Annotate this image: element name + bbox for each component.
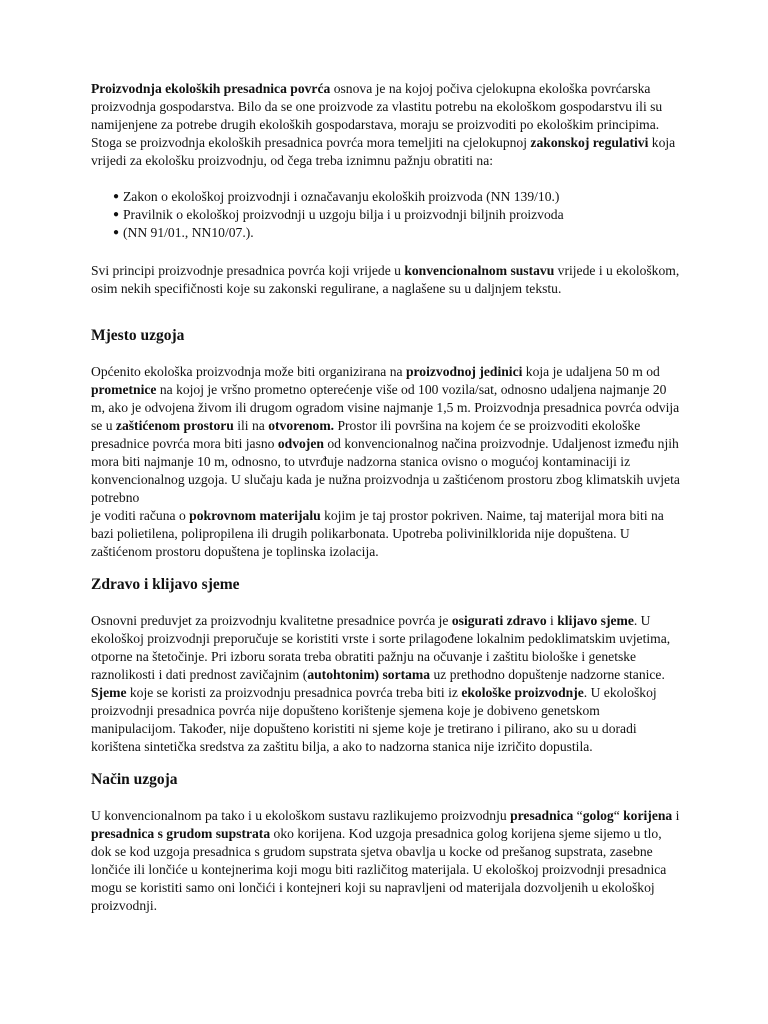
list-item	[91, 188, 681, 206]
nacin-bold: golog	[582, 808, 614, 823]
zdravo-text: . U ekološkoj proizvodnji preporučuje se koristiti vrste i sorte prilagođene lokalnim pedoklimatskim uvjetima, otporne na štetočinje. Pri izboru sorata treba obratiti pažnju na očuvanje i zaštitu biološke i genetske raznolikosti i dati prednost zavičajnim (	[91, 613, 671, 682]
principles-bold: konvencionalnom sustavu	[404, 263, 555, 278]
zdravo-text: koje se koristi za proizvodnju presadnica povrća treba biti iz	[126, 685, 462, 700]
zdravo-bold: sortama	[382, 667, 431, 682]
nacin-text: “	[573, 808, 583, 823]
nacin-text: i	[672, 808, 680, 823]
zdravo-paragraph	[91, 612, 681, 756]
mjesto-text: ili na	[233, 418, 269, 433]
nacin-paragraph	[91, 807, 681, 915]
regulation-list	[91, 188, 681, 242]
heading-mjesto-uzgoja: Mjesto uzgoja	[91, 327, 185, 344]
mjesto-text: je voditi računa o	[91, 508, 190, 523]
zdravo-text: uz prethodno dopuštenje nadzorne stanice.	[430, 667, 665, 682]
nacin-bold: presadnica s grudom supstrata	[91, 826, 271, 841]
list-item	[91, 206, 681, 224]
nacin-bold: korijena	[623, 808, 673, 823]
nacin-text: oko korijena. Kod uzgoja presadnica golog korijena sjeme sijemo u tlo, dok se kod uzgoja presadnica s grudom supstrata sjetva obavlja u kocke od prešanog supstrata, zasebne lončiće ili lončiće u kontejnerima koji mogu biti različitog materijala. U ekološkoj proizvodnji presadnica mogu se koristiti samo oni lončići i kontejneri koji su napravljeni od materijala dozvoljenih u ekološkoj proizvodnji.	[91, 826, 667, 913]
intro-bold-title: Proizvodnja ekoloških presadnica povrća	[91, 81, 331, 96]
document-page	[91, 80, 681, 915]
heading-zdravo-sjeme: Zdravo i klijavo sjeme	[91, 576, 240, 593]
list-item-text: (NN 91/01., NN10/07.).	[123, 225, 254, 240]
bullet-icon: ●	[113, 191, 120, 202]
mjesto-bold: odvojen	[277, 436, 324, 451]
principles-paragraph	[91, 262, 681, 298]
mjesto-bold: otvorenom.	[268, 418, 335, 433]
zdravo-text: Osnovni preduvjet za proizvodnju kvalitetne presadnice povrća je	[91, 613, 452, 628]
principles-text-end: vrijede i u ekološkom, osim nekih specifičnosti koje su zakonski regulirane, a naglašene su u daljnjem tekstu.	[91, 263, 680, 296]
nacin-text: U konvencionalnom pa tako i u ekološkom sustavu razlikujemo proizvodnju	[91, 808, 511, 823]
mjesto-text: Prostor ili površina na kojem će se proizvoditi ekološke presadnice povrća mora biti jasno	[91, 418, 641, 451]
zdravo-bold: Sjeme	[91, 685, 127, 700]
intro-bold-regulation: zakonskoj regulativi	[530, 135, 649, 150]
mjesto-text: Općenito ekološka proizvodnja može biti organizirana na	[91, 364, 406, 379]
zdravo-text: . U ekološkoj proizvodnji presadnica povrća nije dopušteno korištenje sjemena koje je dobiveno genetskom manipulacijom. Također, nije dopušteno koristiti ni sjeme koje je tretirano i pilirano, ako su u doradi korištena sintetička sredstva za zaštitu bilja, a ako to nadzorna stanica nije izričito dopustila.	[91, 685, 657, 754]
zdravo-bold: ekološke proizvodnje	[461, 685, 584, 700]
principles-text: Svi principi proizvodnje presadnica povrća koji vrijede u	[91, 263, 405, 278]
intro-text-end: koja vrijedi za ekološku proizvodnju, od čega treba iznimnu pažnju obratiti na:	[91, 135, 676, 168]
zdravo-bold: osigurati zdravo	[451, 613, 547, 628]
nacin-text: “	[613, 808, 624, 823]
list-item-text: Zakon o ekološkoj proizvodnji i označavanju ekoloških proizvoda (NN 139/10.)	[123, 189, 560, 204]
mjesto-bold: pokrovnom materijalu	[189, 508, 321, 523]
mjesto-bold: zaštićenom prostoru	[115, 418, 234, 433]
mjesto-bold: prometnice	[91, 382, 157, 397]
intro-paragraph	[91, 80, 681, 170]
nacin-bold: presadnica	[510, 808, 574, 823]
bullet-icon: ●	[113, 209, 120, 220]
mjesto-bold: proizvodnoj jedinici	[405, 364, 523, 379]
bullet-icon: ●	[113, 227, 120, 238]
zdravo-bold: klijavo sjeme	[557, 613, 634, 628]
list-item-text: Pravilnik o ekološkoj proizvodnji u uzgoju bilja i u proizvodnji biljnih proizvoda	[123, 207, 564, 222]
zdravo-text: i	[546, 613, 558, 628]
zdravo-bold: autohtonim)	[307, 667, 380, 682]
mjesto-text: kojim je taj prostor pokriven. Naime, taj materijal mora biti na bazi polietilena, polipropilena ili drugih polikarbonata. Upotreba polivinilklorida nije dopuštena. U zaštićenom prostoru dopuštena je toplinska izolacija.	[91, 508, 664, 559]
heading-nacin-uzgoja: Način uzgoja	[91, 771, 178, 788]
mjesto-paragraph	[91, 363, 681, 561]
intro-text: osnova je na kojoj počiva cjelokupna ekološka povrćarska proizvodnja gospodarstva. Bilo da se one proizvode za vlastitu potrebu na ekološkom gospodarstvu ili su namijenjene za potrebe drugih ekoloških gospodarstava, moraju se proizvoditi po ekološkim principima. Stoga se proizvodnja ekoloških presadnica povrća mora temeljiti na cjelokupnoj	[91, 81, 663, 150]
mjesto-text: na kojoj je vršno prometno opterećenje više od 100 vozila/sat, odnosno udaljena najmanje 20 m, ako je odvojena živom ili drugom ogradom visine najmanje 1,5 m. Proizvodnja presadnica povrća odvija se u	[91, 382, 680, 433]
mjesto-text: koja je udaljena 50 m od	[522, 364, 660, 379]
mjesto-text: od konvencionalnog načina proizvodnje. Udaljenost između njih mora biti najmanje 10 m, odnosno, to utvrđuje nadzorna stanica ovisno o mogućoj kontaminaciji iz konvencionalnog uzgoja. U slučaju kada je nužna proizvodnja u zaštićenom prostoru zbog klimatskih uvjeta potrebno	[91, 436, 680, 505]
list-item	[91, 224, 681, 242]
